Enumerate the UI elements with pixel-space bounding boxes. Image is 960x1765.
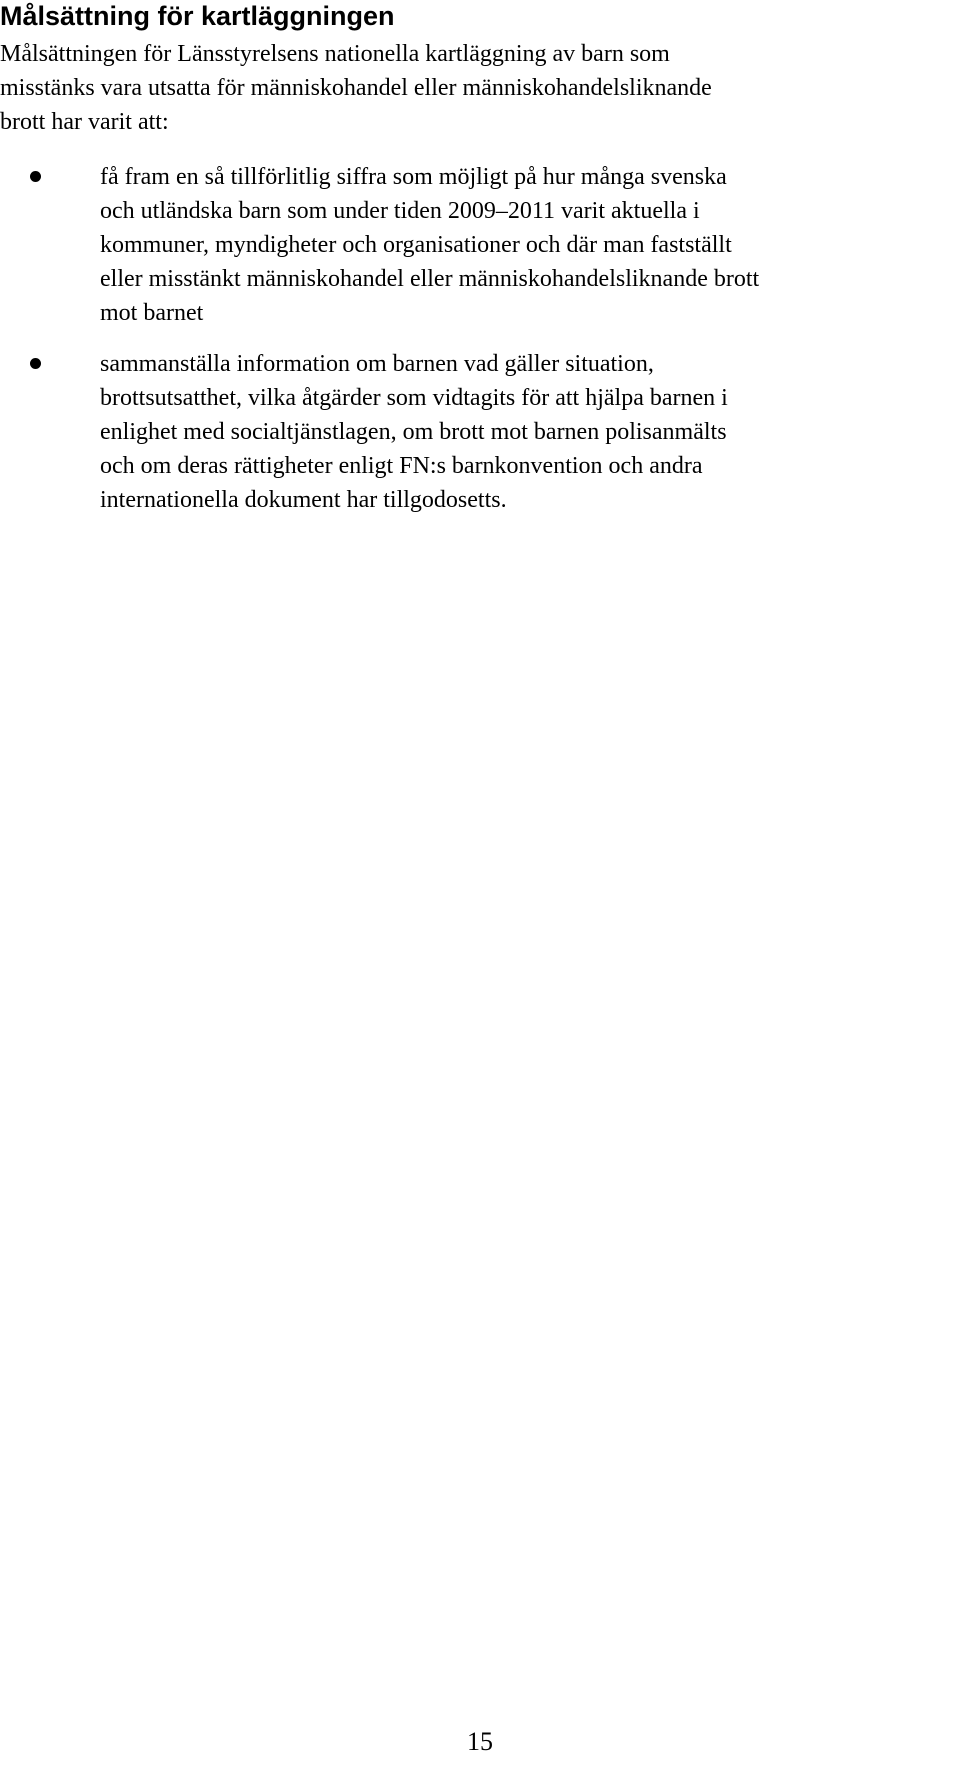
goal-list-item	[0, 347, 960, 517]
page-number: 15	[467, 1727, 493, 1756]
goal-line: kommuner, myndigheter och organisationer och där man fastställt	[100, 232, 732, 258]
intro-line: brott har varit att:	[0, 109, 169, 135]
goal-line: sammanställa information om barnen vad gäller situation,	[100, 351, 654, 377]
goal-line: få fram en så tillförlitlig siffra som möjligt på hur många svenska	[100, 164, 727, 190]
goal-list-item	[0, 160, 960, 330]
goal-line: enlighet med socialtjänstlagen, om brott mot barnen polisanmälts	[100, 419, 727, 445]
goal-line: brottsutsatthet, vilka åtgärder som vidtagits för att hjälpa barnen i	[100, 385, 728, 411]
goals-list	[0, 160, 960, 534]
intro-paragraph	[0, 37, 930, 139]
goal-line: och om deras rättigheter enligt FN:s barnkonvention och andra	[100, 453, 703, 479]
goal-line: och utländska barn som under tiden 2009–2011 varit aktuella i	[100, 198, 700, 224]
section-heading: Målsättning för kartläggningen	[0, 1, 395, 31]
goal-line: eller misstänkt människohandel eller människohandelsliknande brott	[100, 266, 760, 292]
bullet-icon	[30, 358, 41, 369]
bullet-icon	[30, 171, 41, 182]
goal-line: mot barnet	[100, 300, 204, 326]
goal-line: internationella dokument har tillgodosetts.	[100, 487, 507, 513]
intro-line: Målsättningen för Länsstyrelsens nationella kartläggning av barn som	[0, 41, 670, 67]
intro-line: misstänks vara utsatta för människohandel eller människohandelsliknande	[0, 75, 712, 101]
